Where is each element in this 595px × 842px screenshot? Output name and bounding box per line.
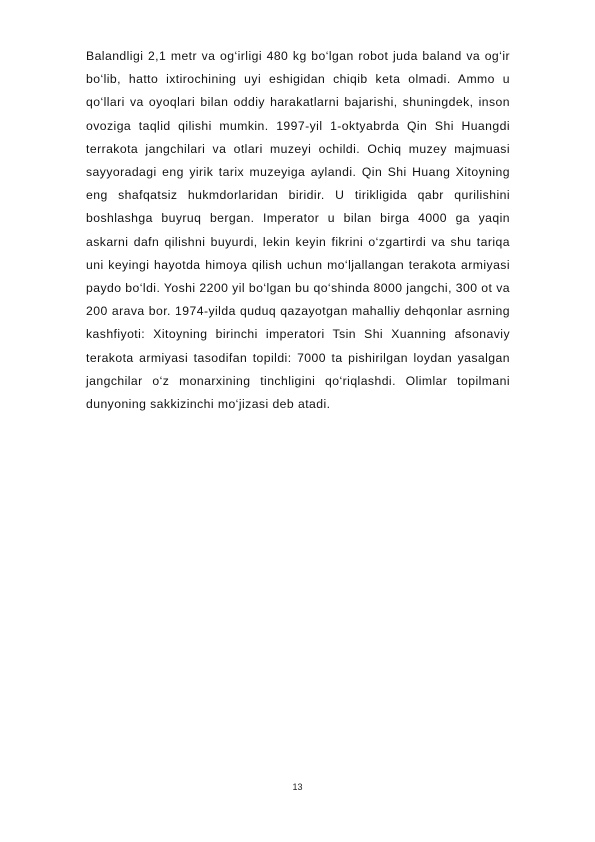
page-number: 13 — [292, 782, 303, 792]
body-paragraph: Balandligi 2,1 metr va og‘irligi 480 kg bo‘lgan robot juda baland va og‘ir bo‘lib, hatto ixtirochining uyi eshigidan chiqib keta olmadi. Ammo u qo‘llari va oyoqlari bilan oddiy harakatlarni bajarishi, shuningdek, inson ovoziga taqlid qilishi mumkin. 1997-yil 1-oktyabrda Qin Shi Huangdi terrakota jangchilari va otlari muzeyi ochildi. Ochiq muzey majmuasi sayyoradagi eng yirik tarix muzeyiga aylandi. Qin Shi Huang Xitoyning eng shafqatsiz hukmdorlaridan biridir. U tirikligida qabr qurilishini boshlashga buyruq bergan. Imperator u bilan birga 4000 ga yaqin askarni dafn qilishni buyurdi, lekin keyin fikrini o‘zgartirdi va shu tariqa uni keyingi hayotda himoya qilish uchun mo‘ljallangan terakota armiyasi paydo bo‘ldi. Yoshi 2200 yil bo‘lgan bu qo‘shinda 8000 jangchi, 300 ot va 200 arava bor. 1974-yilda quduq qazayotgan mahalliy dehqonlar asrning kashfiyoti: Xitoyning birinchi imperatori Tsin Shi Xuanning afsonaviy terakota armiyasi tasodifan topildi: 7000 ta pishirilgan loydan yasalgan jangchilar o‘z monarxining tinchligini qo‘riqlashdi. Olimlar topilmani dunyoning sakkizinchi mo‘jizasi deb atadi. — [86, 49, 510, 412]
